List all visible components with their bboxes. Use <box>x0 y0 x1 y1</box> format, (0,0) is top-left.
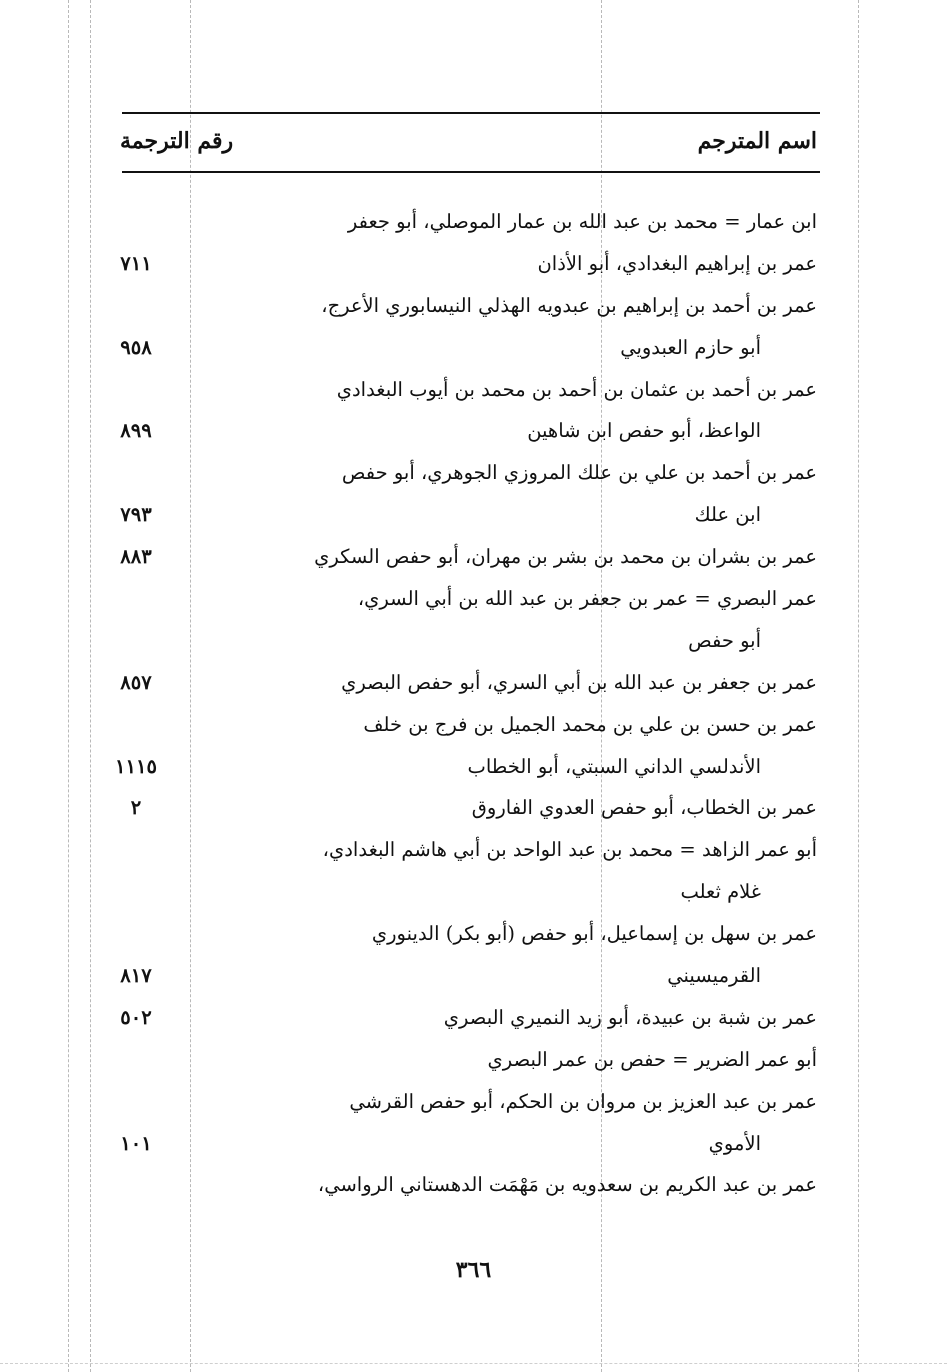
index-entry-row <box>0 245 947 287</box>
index-entry-row <box>0 999 947 1041</box>
entry-name-text: عمر البصري = عمر بن جعفر بن عبد الله بن أبي السري، <box>357 587 817 611</box>
entry-name-text: عمر بن حسن بن علي بن محمد الجميل بن فرج بن خلف <box>363 712 817 736</box>
index-entry-row <box>0 873 947 915</box>
name-column-header: اسم المترجم <box>697 128 817 154</box>
entry-name-text: ابن عمار = محمد بن عبد الله بن عمار الموصلي، أبو جعفر <box>347 210 817 233</box>
entry-name-text: عمر بن الخطاب، أبو حفص العدوي الفاروق <box>471 796 817 820</box>
entry-name-text: عمر بن عبد العزيز بن مروان بن الحكم، أبو حفص القرشي <box>349 1089 817 1113</box>
entry-number: ٧٩٣ <box>120 503 152 527</box>
index-entry-row <box>0 748 947 790</box>
entry-name-text: عمر بن شبة بن عبيدة، أبو زيد النميري البصري <box>443 1005 817 1029</box>
entry-name-text: أبو عمر الزاهد = محمد بن عبد الواحد بن أبي هاشم البغدادي، <box>322 838 817 862</box>
entry-name-text: عمر بن أحمد بن عثمان بن أحمد بن محمد بن أيوب البغدادي <box>336 377 817 401</box>
entry-name-text: غلام ثعلب <box>680 880 761 904</box>
index-entry-row <box>0 957 947 999</box>
index-entry-row <box>0 412 947 454</box>
index-entry-row <box>0 580 947 622</box>
entry-name-text: ابن علك <box>694 503 761 527</box>
entry-number: ٨١٧ <box>120 964 152 988</box>
entry-number: ٧١١ <box>120 251 152 275</box>
index-entry-row <box>0 789 947 831</box>
entry-number: ١٠١ <box>120 1131 152 1155</box>
index-entry-row <box>0 496 947 538</box>
entry-number: ٩٥٨ <box>120 335 152 359</box>
entry-name-text: القرميسيني <box>667 964 761 988</box>
index-entry-row <box>0 622 947 664</box>
entry-name-text: عمر بن إبراهيم البغدادي، أبو الأذان <box>537 251 817 275</box>
entry-number: ٢ <box>130 796 142 820</box>
entry-number: ١١١٥ <box>115 754 157 778</box>
entry-number: ٨٥٧ <box>120 670 152 694</box>
index-entry-row <box>0 329 947 371</box>
entry-name-text: عمر بن أحمد بن علي بن علك المروزي الجوهري، أبو حفص <box>341 461 817 485</box>
index-entry-row <box>0 1041 947 1083</box>
scan-guide-line <box>0 1363 947 1364</box>
index-entry-row <box>0 538 947 580</box>
entry-number: ٨٨٣ <box>120 545 152 569</box>
index-entry-row <box>0 203 947 245</box>
index-entry-row <box>0 1166 947 1208</box>
header-top-rule <box>122 112 820 114</box>
header-bottom-rule <box>122 171 820 173</box>
index-entry-row <box>0 287 947 329</box>
index-entries-list <box>0 203 947 1208</box>
index-entry-row <box>0 1083 947 1125</box>
entry-name-text: أبو حازم العبدويي <box>620 335 761 359</box>
entry-name-text: عمر بن سهل بن إسماعيل، أبو حفص (أبو بكر) الدينوري <box>371 922 817 946</box>
entry-name-text: عمر بن بشران بن محمد بن بشر بن مهران، أبو حفص السكري <box>314 545 817 569</box>
index-entry-row <box>0 664 947 706</box>
page-number: ٣٦٦ <box>455 1257 492 1283</box>
entry-name-text: عمر بن أحمد بن إبراهيم بن عبدويه الهذلي النيسابوري الأعرج، <box>321 293 817 317</box>
entry-name-text: أبو عمر الضرير = حفص بن عمر البصري <box>487 1047 817 1071</box>
index-entry-row <box>0 454 947 496</box>
entry-number: ٨٩٩ <box>120 419 152 443</box>
entry-name-text: أبو حفص <box>688 628 761 652</box>
index-entry-row <box>0 706 947 748</box>
number-column-header: رقم الترجمة <box>120 128 234 154</box>
entry-name-text: الأندلسي الداني السبتي، أبو الخطاب <box>467 754 761 778</box>
entry-name-text: عمر بن جعفر بن عبد الله بن أبي السري، أبو حفص البصري <box>341 670 817 694</box>
index-entry-row <box>0 1125 947 1167</box>
entry-name-text: عمر بن عبد الكريم بن سعدويه بن مَهْمَت الدهستاني الرواسي، <box>317 1173 817 1197</box>
index-entry-row <box>0 915 947 957</box>
index-entry-row <box>0 371 947 413</box>
entry-name-text: الواعظ، أبو حفص ابن شاهين <box>527 419 761 443</box>
index-entry-row <box>0 831 947 873</box>
entry-name-text: الأموي <box>708 1131 761 1155</box>
entry-number: ٥٠٢ <box>120 1005 152 1029</box>
